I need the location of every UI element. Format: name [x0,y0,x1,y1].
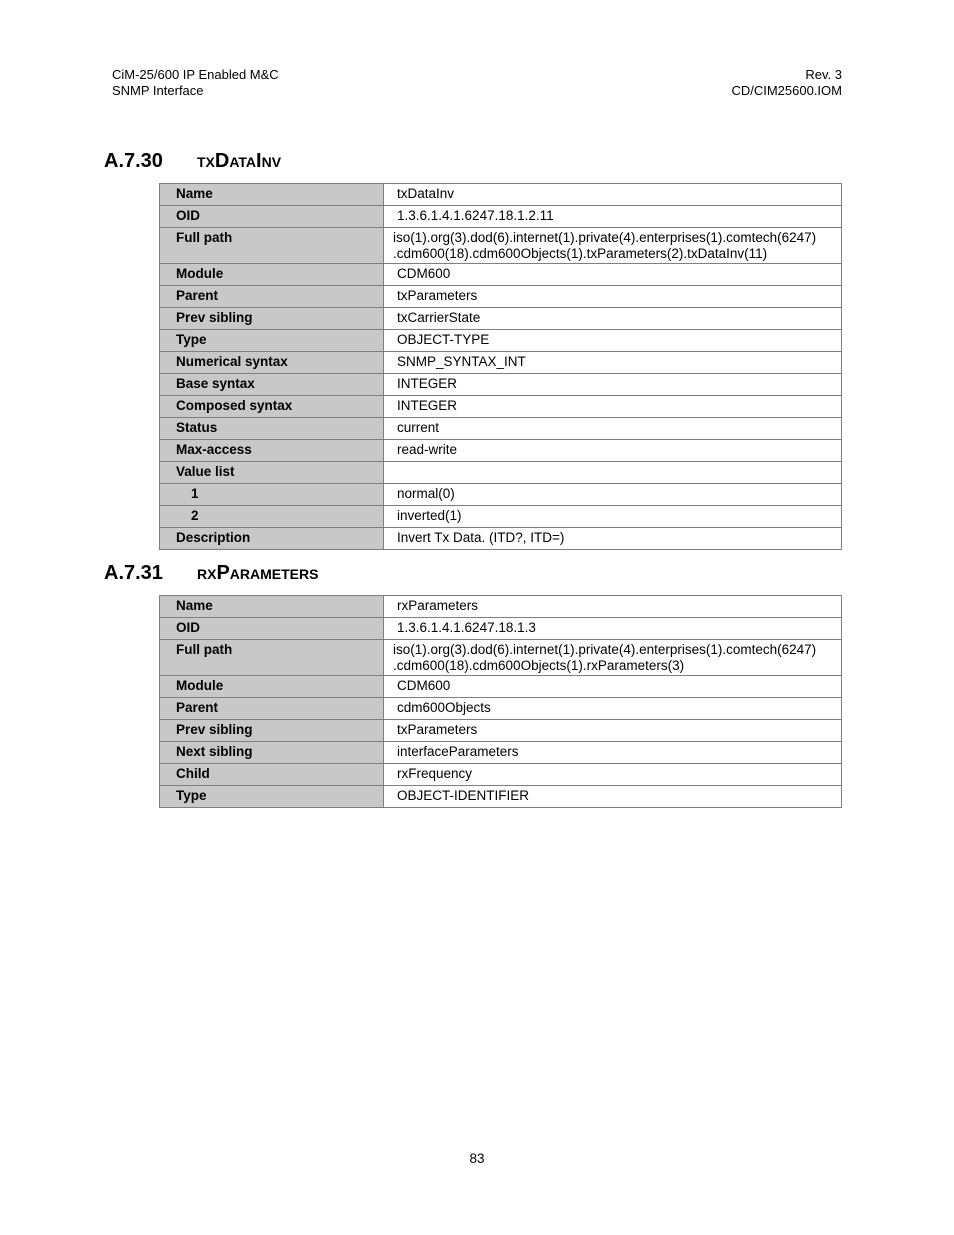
row-value: txCarrierState [384,308,842,330]
table-row [160,308,842,330]
row-key: OID [160,206,384,228]
table-row [160,484,842,506]
row-key: Prev sibling [160,308,384,330]
table-row [160,418,842,440]
section-name: txDataInv [197,150,282,172]
table-row [160,264,842,286]
header-product: CiM-25/600 IP Enabled M&C [112,67,279,82]
row-key: Type [160,786,384,808]
row-value: INTEGER [384,396,842,418]
header-right [731,67,842,99]
table-row [160,228,842,264]
row-value: INTEGER [384,374,842,396]
row-value: txParameters [384,720,842,742]
section-heading-txdatainv [104,149,281,173]
row-key: Composed syntax [160,396,384,418]
table-row [160,352,842,374]
row-value: iso(1).org(3).dod(6).internet(1).private(4).enterprises(1).comtech(6247) .cdm600(18).cdm600Objects(1).txParameters(2).txDataInv(11) [384,228,842,264]
table-row [160,676,842,698]
header-subtitle: SNMP Interface [112,83,204,98]
table-row [160,374,842,396]
table-row [160,286,842,308]
row-key: Value list [160,462,384,484]
row-key: Type [160,330,384,352]
table-row [160,698,842,720]
row-value [384,462,842,484]
table-row [160,786,842,808]
row-value: Invert Tx Data. (ITD?, ITD=) [384,528,842,550]
section-number: A.7.31 [104,562,163,584]
row-key: Module [160,264,384,286]
row-value: 1.3.6.1.4.1.6247.18.1.2.11 [384,206,842,228]
page-number: 83 [469,1151,485,1166]
table-row [160,720,842,742]
section-name: rxParameters [197,562,319,584]
row-key: 2 [160,506,384,528]
header-doc-id: CD/CIM25600.IOM [731,83,842,98]
table-row [160,764,842,786]
row-key: Full path [160,640,384,676]
row-key: Full path [160,228,384,264]
row-value: 1.3.6.1.4.1.6247.18.1.3 [384,618,842,640]
row-key: Name [160,596,384,618]
row-value: txParameters [384,286,842,308]
row-value: CDM600 [384,264,842,286]
table-row [160,462,842,484]
table-row [160,618,842,640]
row-value: iso(1).org(3).dod(6).internet(1).private(4).enterprises(1).comtech(6247) .cdm600(18).cdm600Objects(1).rxParameters(3) [384,640,842,676]
table-row [160,184,842,206]
header-revision: Rev. 3 [805,67,842,82]
row-value: current [384,418,842,440]
header-left [112,67,279,99]
table-row [160,640,842,676]
row-key: Prev sibling [160,720,384,742]
table-row [160,742,842,764]
section-number: A.7.30 [104,150,163,172]
table-row [160,506,842,528]
row-value: rxParameters [384,596,842,618]
row-key: Max-access [160,440,384,462]
table-row [160,206,842,228]
row-key: Parent [160,286,384,308]
row-key: Name [160,184,384,206]
row-value: SNMP_SYNTAX_INT [384,352,842,374]
mib-table-rxparameters [159,595,842,808]
row-key: Base syntax [160,374,384,396]
row-key: Numerical syntax [160,352,384,374]
table-row [160,528,842,550]
row-key: Description [160,528,384,550]
table-row [160,330,842,352]
row-value: interfaceParameters [384,742,842,764]
row-key: 1 [160,484,384,506]
row-value: inverted(1) [384,506,842,528]
row-value: normal(0) [384,484,842,506]
row-value: cdm600Objects [384,698,842,720]
row-value: CDM600 [384,676,842,698]
row-value: OBJECT-IDENTIFIER [384,786,842,808]
row-value: rxFrequency [384,764,842,786]
row-value: txDataInv [384,184,842,206]
row-key: Child [160,764,384,786]
table-row [160,596,842,618]
row-key: Parent [160,698,384,720]
row-key: OID [160,618,384,640]
row-key: Module [160,676,384,698]
table-row [160,440,842,462]
row-key: Next sibling [160,742,384,764]
table-row [160,396,842,418]
row-key: Status [160,418,384,440]
row-value: read-write [384,440,842,462]
section-heading-rxparameters [104,561,318,585]
row-value: OBJECT-TYPE [384,330,842,352]
mib-table-txdatainv [159,183,842,550]
